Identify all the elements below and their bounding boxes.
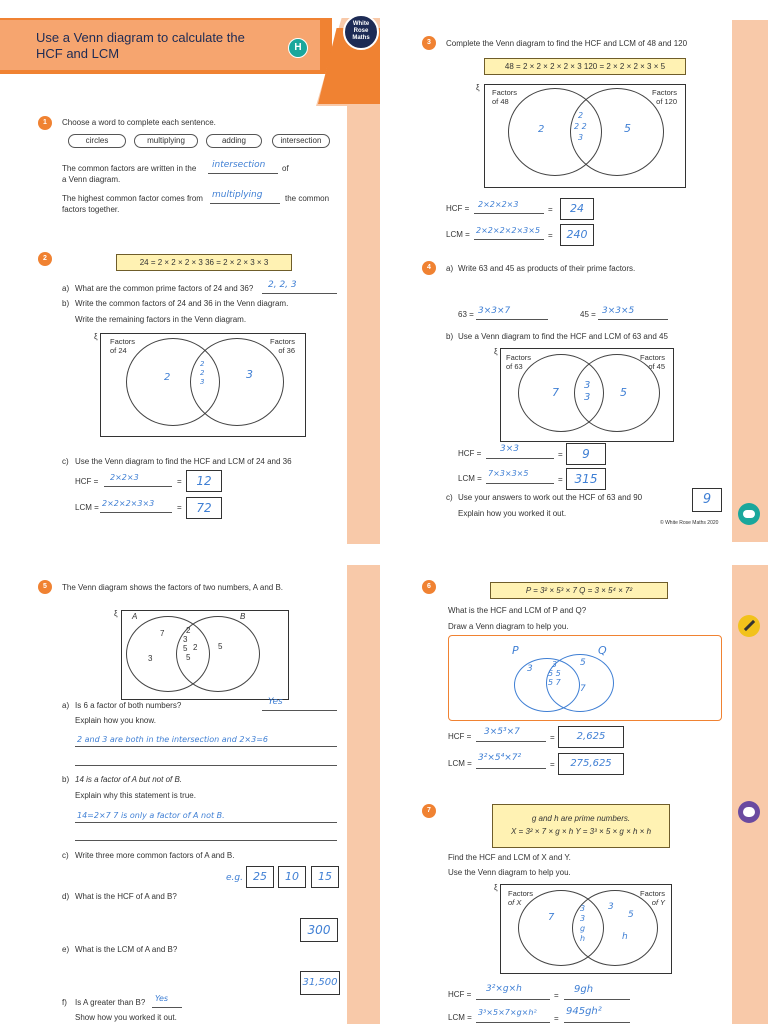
q7-hcf-label: HCF = bbox=[448, 990, 472, 999]
q4-45-label: 45 = bbox=[580, 310, 596, 319]
q4-c-text2: Explain how you worked it out. bbox=[458, 509, 567, 518]
q3-right-only: 5 bbox=[624, 122, 631, 135]
q4-b-text: Use a Venn diagram to find the HCF and LCM of 63 and 45 bbox=[458, 332, 668, 341]
q5-left-value-7: 7 bbox=[160, 629, 165, 638]
q2-right-only: 3 bbox=[246, 368, 253, 381]
q6-prompt2: Draw a Venn diagram to help you. bbox=[448, 622, 569, 631]
q6-prime-factors: P = 3² × 5³ × 7 Q = 3 × 5⁴ × 7² bbox=[490, 582, 668, 599]
q7-hcf-answer: 9gh bbox=[574, 984, 594, 995]
q4-63-label: 63 = bbox=[458, 310, 474, 319]
q3-xi: ξ bbox=[476, 83, 480, 92]
left-side-strip-top bbox=[347, 106, 380, 544]
q6-sketch-p: P bbox=[512, 644, 519, 657]
question-number-2: 2 bbox=[38, 252, 52, 266]
q5-b-text: 14 is a factor of A but not of B. bbox=[75, 775, 183, 784]
q7-right-3: 3 bbox=[608, 902, 614, 912]
q1-sentence-1-line2: a Venn diagram. bbox=[62, 175, 121, 184]
q1-sentence-1: The common factors are written in the bbox=[62, 164, 197, 173]
q7-right-label: Factors of Y bbox=[640, 889, 666, 907]
q3-right-label: Factors of 120 bbox=[652, 88, 678, 106]
q2-left-label: Factors of 24 bbox=[110, 337, 136, 355]
choice-multiplying: multiplying bbox=[134, 134, 198, 148]
q2-a-answer: 2, 2, 3 bbox=[268, 280, 297, 290]
q6-lcm-label: LCM = bbox=[448, 759, 472, 768]
q5-a-text: Is 6 a factor of both numbers? bbox=[75, 701, 182, 710]
q2-lcm-equals: = bbox=[177, 503, 182, 512]
pencil-icon bbox=[738, 615, 760, 637]
q6-hcf-equals: = bbox=[550, 733, 555, 742]
q3-lcm-label: LCM = bbox=[446, 230, 470, 239]
q5-d-text: What is the HCF of A and B? bbox=[75, 892, 177, 901]
q2-b-text2: Write the remaining factors in the Venn diagram. bbox=[75, 315, 247, 324]
q1-sentence-1-end: of bbox=[282, 164, 289, 173]
page-title: Use a Venn diagram to calculate the HCF and LCM bbox=[36, 30, 245, 61]
q4-hcf-working: 3×3 bbox=[500, 444, 519, 454]
q5-xi: ξ bbox=[114, 609, 118, 618]
q6-hcf-working: 3×5³×7 bbox=[484, 727, 520, 737]
q5-e-text: What is the LCM of A and B? bbox=[75, 945, 178, 954]
q3-lcm-equals: = bbox=[548, 231, 553, 240]
q2-c-label: c) bbox=[62, 457, 69, 466]
q1-sentence-2-end: the common bbox=[285, 194, 330, 203]
brain-icon bbox=[738, 801, 760, 823]
q7-prompt2: Use the Venn diagram to help you. bbox=[448, 868, 571, 877]
q5-c-answer-2: 10 bbox=[278, 866, 306, 888]
q5-b-label: b) bbox=[62, 775, 70, 784]
q7-lcm-label: LCM = bbox=[448, 1013, 472, 1022]
q4-left-label: Factors of 63 bbox=[506, 353, 532, 371]
q7-prompt: Find the HCF and LCM of X and Y. bbox=[448, 853, 571, 862]
q1-prompt: Choose a word to complete each sentence. bbox=[62, 118, 216, 127]
q5-e-label: e) bbox=[62, 945, 70, 954]
q6-hcf-answer-box: 2,625 bbox=[558, 726, 624, 748]
q5-f-text: Is A greater than B? bbox=[75, 998, 146, 1007]
q7-hcf-working: 3²×g×h bbox=[486, 984, 522, 994]
q2-hcf-label: HCF = bbox=[75, 477, 99, 486]
q7-middle-values: 3 3 g h bbox=[580, 904, 586, 943]
q6-hcf-label: HCF = bbox=[448, 732, 472, 741]
q3-hcf-working: 2×2×2×3 bbox=[478, 200, 519, 209]
q7-right-h: h bbox=[622, 932, 628, 942]
q5-c-answer-3: 15 bbox=[311, 866, 339, 888]
q3-hcf-answer-box: 24 bbox=[560, 198, 594, 220]
discussion-icon bbox=[738, 503, 760, 525]
q7-left-label: Factors of X bbox=[508, 889, 534, 907]
q4-hcf-answer-box: 9 bbox=[566, 443, 606, 465]
q2-a-label: a) bbox=[62, 284, 70, 293]
q6-sketch-q: Q bbox=[598, 644, 607, 657]
q7-lcm-answer: 945gh² bbox=[566, 1006, 602, 1017]
q3-middle-values: 2 2 2 3 bbox=[574, 111, 587, 142]
question-number-7: 7 bbox=[422, 804, 436, 818]
q4-b-label: b) bbox=[446, 332, 454, 341]
q4-copyright: © White Rose Maths 2020 bbox=[660, 520, 719, 526]
q4-45-answer: 3×3×5 bbox=[602, 306, 635, 316]
q5-e-answer-box: 31,500 bbox=[300, 971, 340, 995]
q5-a-text2: Explain how you know. bbox=[75, 716, 156, 725]
question-number-3: 3 bbox=[422, 36, 436, 50]
q1-answer-2: multiplying bbox=[212, 190, 263, 200]
q4-63-answer: 3×3×7 bbox=[478, 306, 511, 316]
q4-right-only: 5 bbox=[620, 386, 627, 399]
q6-lcm-equals: = bbox=[550, 760, 555, 769]
q3-lcm-working: 2×2×2×2×3×5 bbox=[476, 226, 541, 235]
question-number-5: 5 bbox=[38, 580, 52, 594]
q4-hcf-line bbox=[486, 447, 554, 459]
white-rose-logo: White Rose Maths bbox=[343, 14, 379, 50]
q5-a-explain-line-2 bbox=[75, 754, 337, 766]
q3-hcf-label: HCF = bbox=[446, 204, 470, 213]
question-number-4: 4 bbox=[422, 261, 436, 275]
q3-prompt: Complete the Venn diagram to find the HCF and LCM of 48 and 120 bbox=[446, 39, 688, 48]
q2-prime-factors: 24 = 2 × 2 × 2 × 3 36 = 2 × 2 × 3 × 3 bbox=[116, 254, 292, 271]
q6-sketch-left: 3 bbox=[527, 664, 533, 674]
q7-lcm-equals: = bbox=[554, 1014, 559, 1023]
q2-b-text: Write the common factors of 24 and 36 in the Venn diagram. bbox=[75, 299, 289, 308]
q5-b-explain-line-2 bbox=[75, 829, 337, 841]
q5-middle-values: 2 3 5 5 bbox=[183, 626, 191, 662]
q7-info-box: g and h are prime numbers. X = 3² × 7 × g × h Y = 3³ × 5 × g × h × h bbox=[492, 804, 670, 848]
q7-lcm-working: 3³×5×7×g×h² bbox=[478, 1008, 537, 1017]
q4-lcm-working: 7×3×3×5 bbox=[488, 469, 529, 478]
q1-answer-1: intersection bbox=[212, 160, 266, 170]
q5-f-label: f) bbox=[62, 998, 67, 1007]
q2-right-label: Factors of 36 bbox=[270, 337, 296, 355]
q5-b-text2: Explain why this statement is true. bbox=[75, 791, 196, 800]
q2-hcf-working: 2×2×3 bbox=[110, 473, 139, 482]
q5-left-value-3: 3 bbox=[148, 654, 153, 663]
q7-hcf-equals: = bbox=[554, 991, 559, 1000]
q2-hcf-equals: = bbox=[177, 477, 182, 486]
q2-lcm-working: 2×2×2×3×3 bbox=[102, 499, 155, 508]
q5-a-explain: 2 and 3 are both in the intersection and 2×3=6 bbox=[77, 735, 269, 744]
q5-c-answer-1: 25 bbox=[246, 866, 274, 888]
q5-d-label: d) bbox=[62, 892, 70, 901]
q3-left-only: 2 bbox=[538, 124, 545, 135]
q4-a-text: Write 63 and 45 as products of their prime factors. bbox=[458, 264, 636, 273]
q5-a-label: a) bbox=[62, 701, 70, 710]
q1-sentence-2: The highest common factor comes from bbox=[62, 194, 203, 203]
q2-xi: ξ bbox=[94, 332, 98, 341]
q7-xi: ξ bbox=[494, 883, 498, 892]
q5-right-only: 5 bbox=[218, 642, 223, 651]
q6-prompt: What is the HCF and LCM of P and Q? bbox=[448, 606, 587, 615]
q5-c-prefix: e.g. bbox=[226, 873, 243, 883]
q5-set-b: B bbox=[240, 612, 246, 621]
q4-lcm-equals: = bbox=[558, 475, 563, 484]
q7-right-5: 5 bbox=[628, 910, 634, 920]
q1-sentence-2-line2: factors together. bbox=[62, 205, 120, 214]
q4-lcm-label: LCM = bbox=[458, 474, 482, 483]
q2-middle-values: 2 2 3 bbox=[200, 360, 205, 386]
q4-c-label: c) bbox=[446, 493, 453, 502]
q4-right-label: Factors of 45 bbox=[640, 353, 666, 371]
q5-b-explain: 14=2×7 7 is only a factor of A not B. bbox=[77, 811, 225, 820]
q6-sketch-middle: 3 5 5 5 7 bbox=[548, 660, 561, 687]
q2-hcf-answer-box: 12 bbox=[186, 470, 222, 492]
q2-left-only: 2 bbox=[164, 372, 171, 383]
left-side-strip-bottom bbox=[347, 565, 380, 1024]
q5-c-text: Write three more common factors of A and B. bbox=[75, 851, 235, 860]
q3-prime-factors: 48 = 2 × 2 × 2 × 2 × 3 120 = 2 × 2 × 2 × 3 × 5 bbox=[484, 58, 686, 75]
q5-f-text2: Show how you worked it out. bbox=[75, 1013, 177, 1022]
q7-left-only: 7 bbox=[548, 912, 555, 923]
choice-circles: circles bbox=[68, 134, 126, 148]
q3-left-label: Factors of 48 bbox=[492, 88, 518, 106]
q5-c-label: c) bbox=[62, 851, 69, 860]
q4-middle-values: 3 3 bbox=[584, 380, 591, 403]
q6-lcm-working: 3²×5⁴×7² bbox=[478, 753, 522, 763]
q2-b-label: b) bbox=[62, 299, 70, 308]
q4-hcf-equals: = bbox=[558, 450, 563, 459]
q3-hcf-equals: = bbox=[548, 205, 553, 214]
q2-lcm-answer-box: 72 bbox=[186, 497, 222, 519]
q5-a-answer: Yes bbox=[268, 697, 283, 707]
q4-c-text: Use your answers to work out the HCF of 63 and 90 bbox=[458, 493, 643, 502]
q5-d-answer-box: 300 bbox=[300, 918, 338, 942]
q5-set-a: A bbox=[132, 612, 138, 621]
q4-hcf-label: HCF = bbox=[458, 449, 482, 458]
q4-lcm-answer-box: 315 bbox=[566, 468, 606, 490]
right-side-strip-top bbox=[732, 20, 768, 542]
choice-adding: adding bbox=[206, 134, 262, 148]
q4-xi: ξ bbox=[494, 347, 498, 356]
q5-f-answer: Yes bbox=[155, 994, 169, 1003]
question-number-1: 1 bbox=[38, 116, 52, 130]
level-h-badge: H bbox=[288, 38, 308, 58]
question-number-6: 6 bbox=[422, 580, 436, 594]
q6-sketch-right-7: 7 bbox=[580, 684, 586, 694]
q4-a-label: a) bbox=[446, 264, 454, 273]
q5-middle-right-2: 2 bbox=[193, 643, 198, 652]
q4-left-only: 7 bbox=[552, 386, 559, 399]
choice-intersection: intersection bbox=[272, 134, 330, 148]
q2-c-text: Use the Venn diagram to find the HCF and LCM of 24 and 36 bbox=[75, 457, 292, 466]
q2-a-text: What are the common prime factors of 24 and 36? bbox=[75, 284, 254, 293]
q3-lcm-answer-box: 240 bbox=[560, 224, 594, 246]
q6-lcm-answer-box: 275,625 bbox=[558, 753, 624, 775]
q4-c-answer-box: 9 bbox=[692, 488, 722, 512]
q5-prompt: The Venn diagram shows the factors of two numbers, A and B. bbox=[62, 583, 284, 592]
q2-lcm-label: LCM = bbox=[75, 503, 99, 512]
q6-sketch-right-5: 5 bbox=[580, 658, 586, 668]
